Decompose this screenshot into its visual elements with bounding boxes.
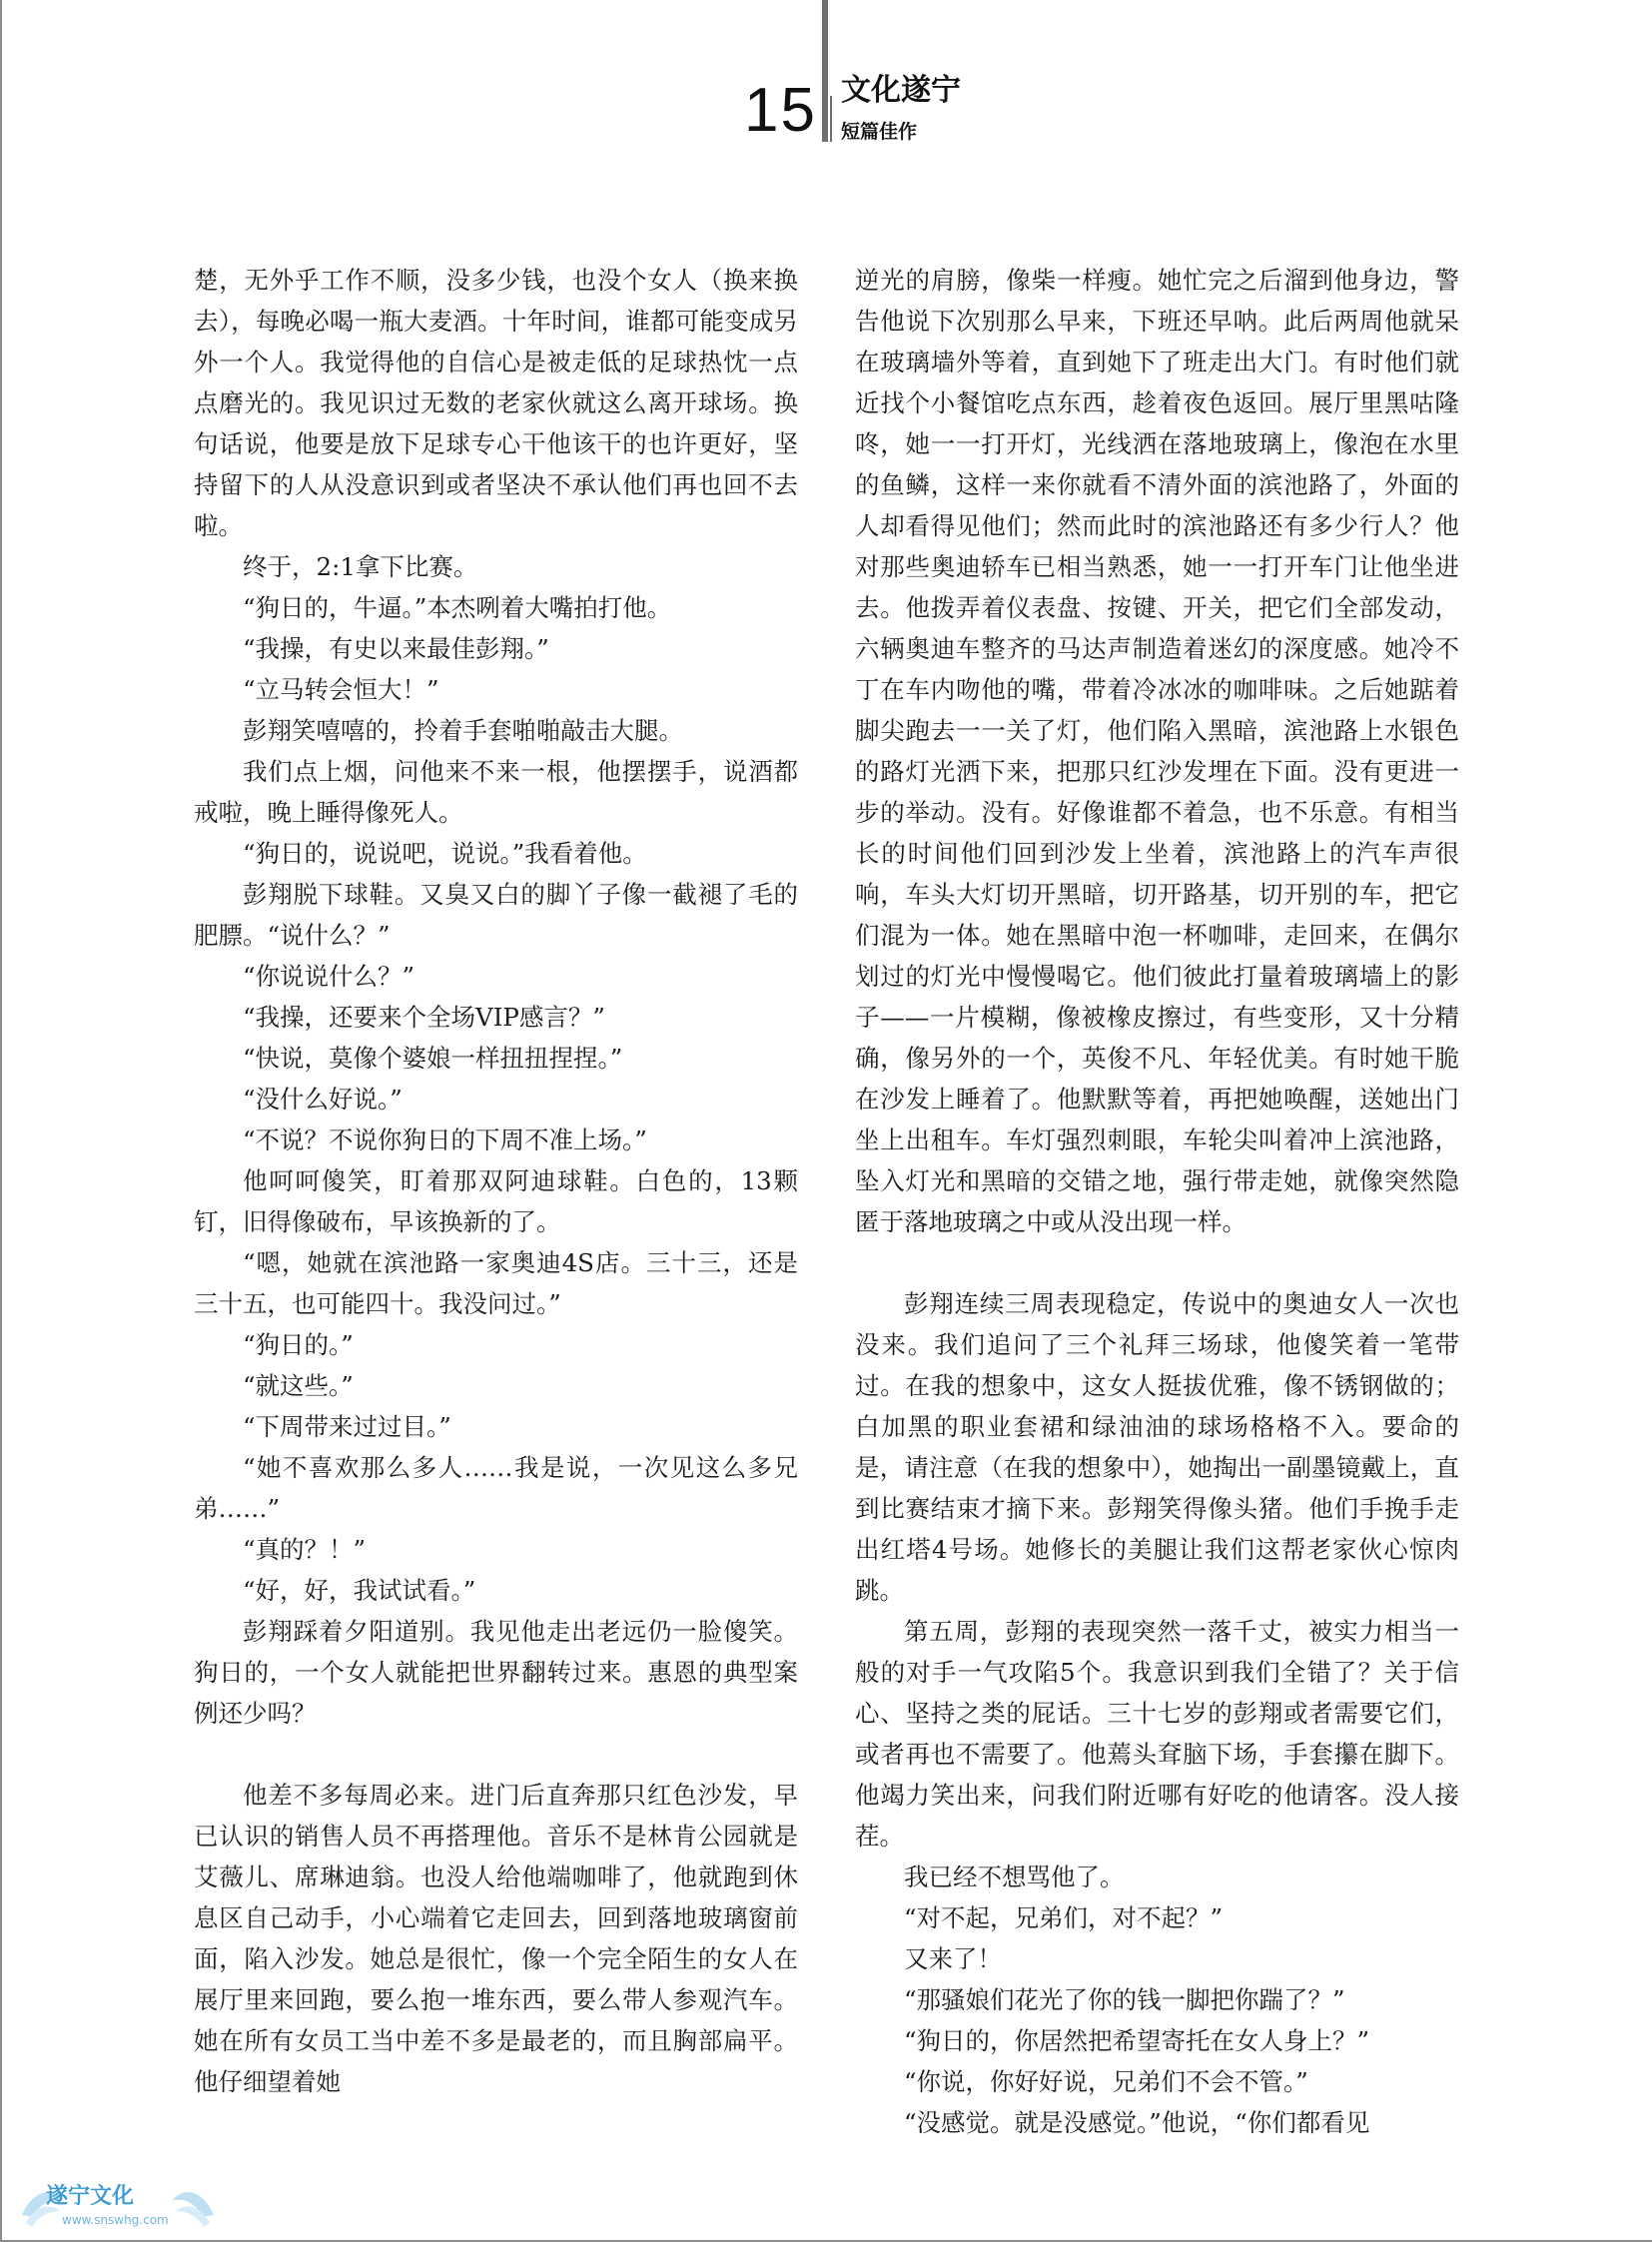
watermark-url: www.snswhg.com: [62, 2213, 169, 2227]
section-title: 文化遂宁: [841, 73, 961, 108]
paragraph: “狗日的，牛逼。”本杰咧着大嘴拍打他。: [243, 593, 672, 622]
header-divider-bar: [822, 0, 828, 142]
paragraph: “没什么好说。”: [243, 1085, 403, 1114]
paragraph: “她不喜欢那么多人……我是说，一次见这么多兄弟……”: [194, 1453, 798, 1523]
paragraph: 楚，无外乎工作不顺，没多少钱，也没个女人（换来换去），每晚必喝一瓶大麦酒。十年时间，谁都可能变成另外一个人。我觉得他的自信心是被走低的足球热忱一点点磨光的。我见识过无数的老家伙就这么离开球场。换句话说，他要是放下足球专心干他该干的也许更好，坚持留下的人从没意识到或者坚决不承认他们再也回不去啦。: [194, 266, 798, 540]
paragraph: “快说，莫像个婆娘一样扭扭捏捏。”: [243, 1044, 623, 1073]
page-number: 15: [744, 76, 817, 145]
paragraph: 彭翔脱下球鞋。又臭又白的脚丫子像一截褪了毛的肥膘。“说什么？”: [194, 880, 798, 950]
paragraph: 第五周，彭翔的表现突然一落千丈，被实力相当一般的对手一气攻陷5个。我意识到我们全错了？关于信心、坚持之类的屁话。三十七岁的彭翔或者需要它们，或者再也不需要了。他蔫头耷脑下场，手套攥在脚下。他竭力笑出来，问我们附近哪有好吃的他请客。没人接茬。: [855, 1617, 1459, 1851]
paragraph: “我操，有史以来最佳彭翔。”: [243, 634, 549, 663]
paragraph: 彭翔连续三周表现稳定，传说中的奥迪女人一次也没来。我们追问了三个礼拜三场球，他傻笑着一笔带过。在我的想象中，这女人挺拔优雅，像不锈钢做的；白加黑的职业套裙和绿油油的球场格格不入。要命的是，请注意（在我的想象中），她掏出一副墨镜戴上，直到比赛结束才摘下来。彭翔笑得像头猪。他们手挽手走出红塔4号场。她修长的美腿让我们这帮老家伙心惊肉跳。: [855, 1289, 1459, 1605]
watermark-name: 遂宁文化: [46, 2184, 135, 2209]
paragraph: 他差不多每周必来。进门后直奔那只红色沙发，早已认识的销售人员不再搭理他。音乐不是林肯公园就是艾薇儿、席琳迪翁。也没人给他端咖啡了，他就跑到休息区自己动手，小心端着它走回去，回到落地玻璃窗前面，陷入沙发。她总是很忙，像一个完全陌生的女人在展厅里来回跑，要么抱一堆东西，要么带人参观汽车。她在所有女员工当中差不多是最老的，而且胸部扁平。他仔细望着她: [194, 1781, 798, 2096]
paragraph: 我们点上烟，问他来不来一根，他摆摆手，说酒都戒啦，晚上睡得像死人。: [194, 757, 798, 827]
paragraph: 彭翔笑嘻嘻的，拎着手套啪啪敲击大腿。: [243, 716, 683, 745]
paragraph: 他呵呵傻笑，盯着那双阿迪球鞋。白色的，13颗钉，旧得像破布，早该换新的了。: [194, 1166, 798, 1236]
paragraph: “我操，还要来个全场VIP感言？”: [243, 1003, 605, 1032]
paragraph: “好，好，我试试看。”: [243, 1576, 476, 1605]
paragraph: 我已经不想骂他了。: [904, 1863, 1125, 1891]
paragraph: 逆光的肩膀，像柴一样瘦。她忙完之后溜到他身边，警告他说下次别那么早来，下班还早呐。此后两周他就呆在玻璃墙外等着，直到她下了班走出大门。有时他们就近找个小餐馆吃点东西，趁着夜色返回。展厅里黑咕隆咚，她一一打开灯，光线洒在落地玻璃上，像泡在水里的鱼鳞，这样一来你就看不清外面的滨池路了，外面的人却看得见他们；然而此时的滨池路还有多少行人？他对那些奥迪轿车已相当熟悉，她一一打开车门让他坐进去。他拨弄着仪表盘、按键、开关，把它们全部发动，六辆奥迪车整齐的马达声制造着迷幻的深度感。她冷不丁在车内吻他的嘴，带着冷冰冰的咖啡味。之后她踮着脚尖跑去一一关了灯，他们陷入黑暗，滨池路上水银色的路灯光洒下来，把那只红沙发埋在下面。没有更进一步的举动。没有。好像谁都不着急，也不乐意。有相当长的时间他们回到沙发上坐着，滨池路上的汽车声很响，车头大灯切开黑暗，切开路基，切开别的车，把它们混为一体。她在黑暗中泡一杯咖啡，走回来，在偶尔划过的灯光中慢慢喝它。他们彼此打量着玻璃墙上的影子——一片模糊，像被橡皮擦过，有些变形，又十分精确，像另外的一个，英俊不凡、年轻优美。有时她干脆在沙发上睡着了。他默默等着，再把她唤醒，送她出门坐上出租车。车灯强烈刺眼，车轮尖叫着冲上滨池路，坠入灯光和黑暗的交错之地，强行带走她，就像突然隐匿于落地玻璃之中或从没出现一样。: [855, 266, 1459, 1236]
paragraph: “下周带来过过目。”: [243, 1412, 451, 1441]
paragraph: “狗日的，说说吧，说说。”我看着他。: [243, 839, 647, 868]
section-subtitle: 短篇佳作: [841, 121, 918, 143]
paragraph: “立马转会恒大！”: [243, 675, 439, 704]
paragraph: “不说？不说你狗日的下周不准上场。”: [243, 1125, 647, 1154]
article-left-column: [194, 260, 798, 2102]
paragraph: “你说说什么？”: [243, 962, 415, 991]
paragraph: “没感觉。就是没感觉。”他说，“你们都看见: [904, 2108, 1370, 2137]
paragraph: 终于，2:1拿下比赛。: [243, 552, 478, 581]
article-right-column: [855, 260, 1459, 2143]
paragraph: “你说，你好好说，兄弟们不会不管。”: [904, 2067, 1308, 2096]
section-break: [194, 1734, 798, 1775]
paragraph: 又来了！: [904, 1944, 1002, 1973]
paragraph: “就这些。”: [243, 1371, 354, 1400]
paragraph: “真的？！”: [243, 1535, 367, 1564]
header-divider-accent: [830, 96, 832, 142]
page-left-border: [0, 0, 2, 2242]
paragraph: “狗日的。”: [243, 1330, 354, 1359]
paragraph: “嗯，她就在滨池路一家奥迪4S店。三十三，还是三十五，也可能四十。我没问过。”: [194, 1248, 798, 1318]
paragraph: “对不起，兄弟们，对不起？”: [904, 1903, 1224, 1932]
paragraph: “狗日的，你居然把希望寄托在女人身上？”: [904, 2026, 1370, 2055]
paragraph: “那骚娘们花光了你的钱一脚把你踹了？”: [904, 1985, 1345, 2014]
section-break: [855, 1242, 1459, 1283]
paragraph: 彭翔踩着夕阳道别。我见他走出老远仍一脸傻笑。狗日的，一个女人就能把世界翻转过来。惠恩的典型案例还少吗？: [194, 1617, 798, 1728]
